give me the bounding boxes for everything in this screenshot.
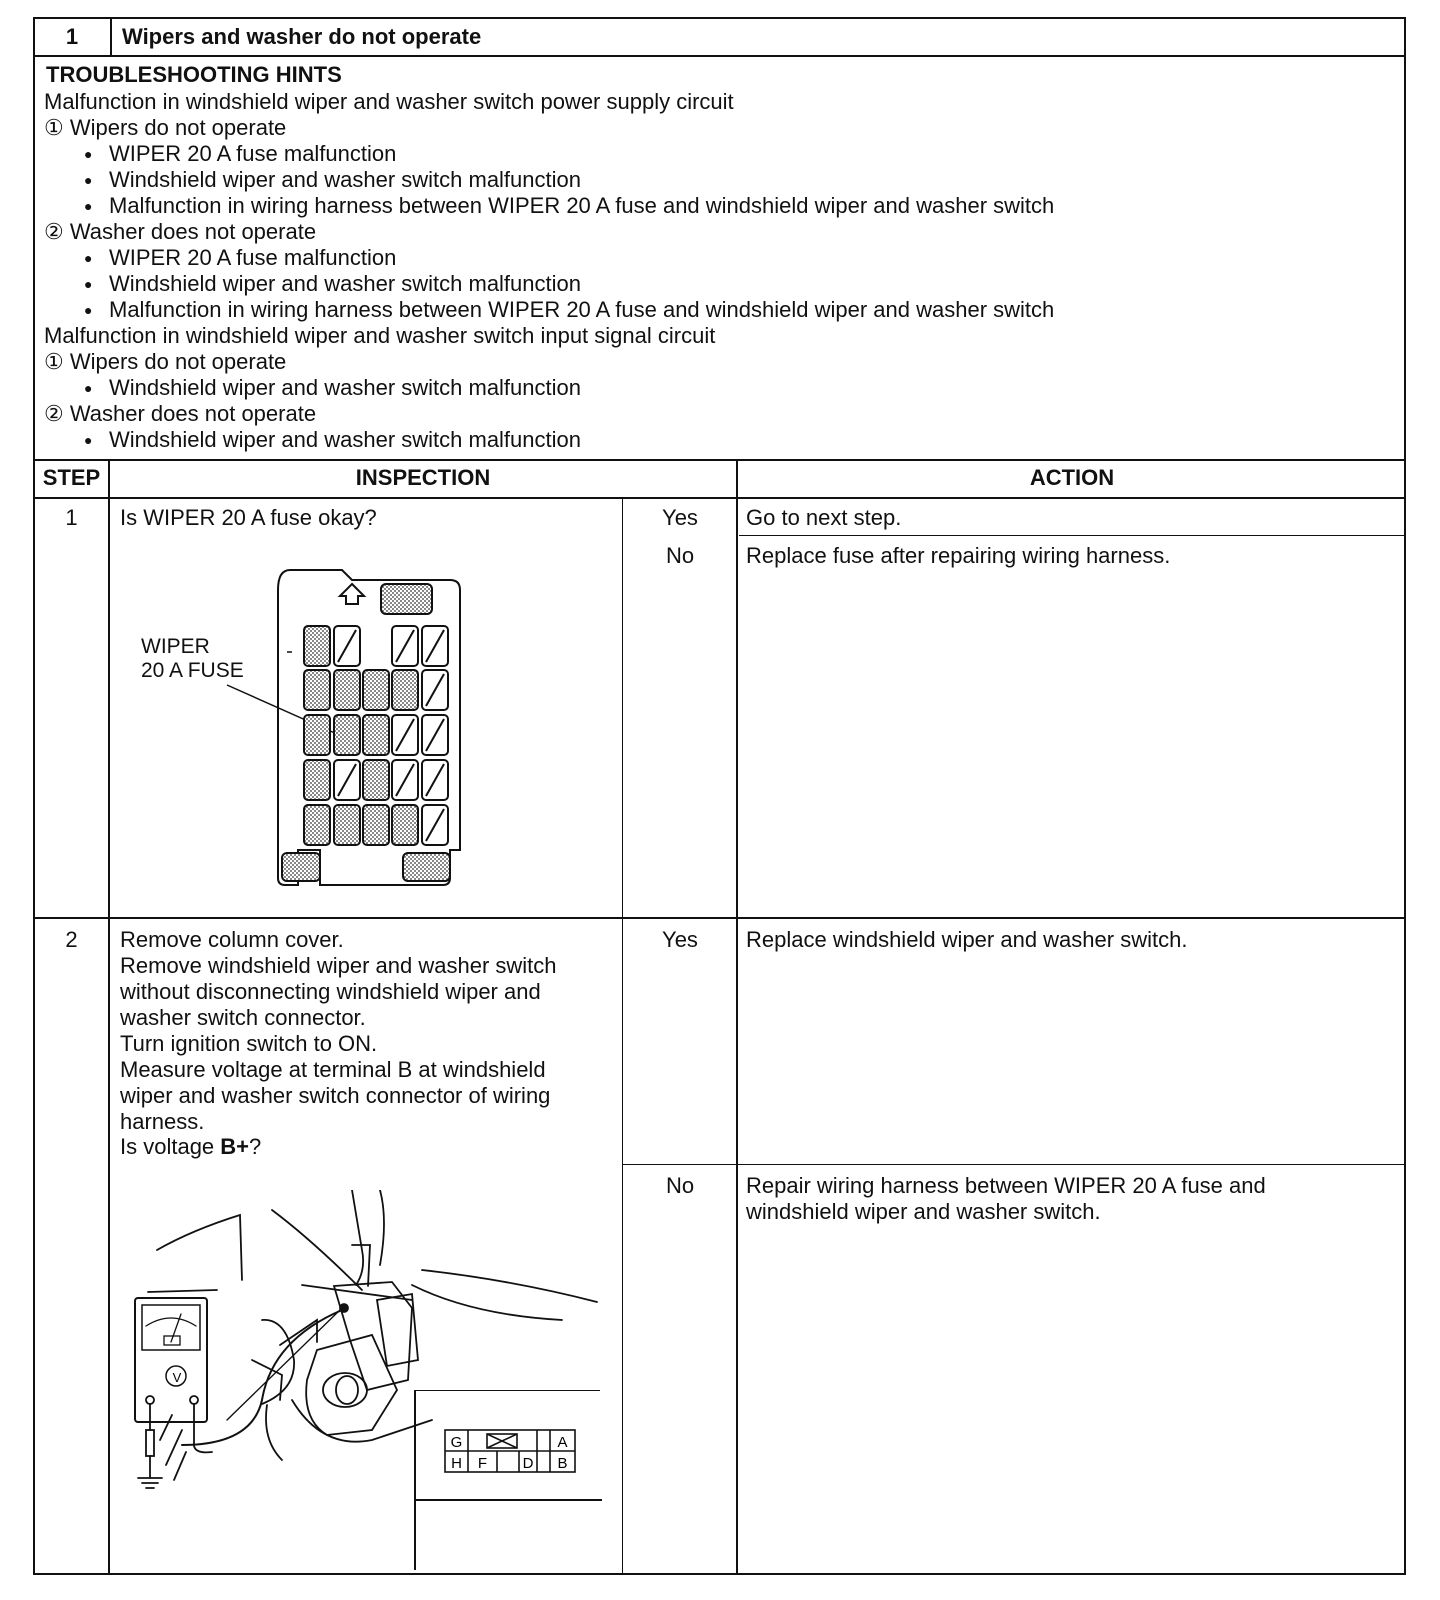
fuse-slot xyxy=(363,670,389,710)
section-number: 1 xyxy=(65,24,79,49)
step2-no-action-line2: windshield wiper and washer switch. xyxy=(746,1199,1101,1224)
fuse-label-line2: 20 A FUSE xyxy=(141,659,244,682)
step2-no-action-line1: Repair wiring harness between WIPER 20 A fuse and xyxy=(746,1173,1266,1198)
hint-bullet-item: ● Windshield wiper and washer switch malfunction xyxy=(44,375,1054,401)
voltmeter-symbol xyxy=(166,1366,188,1388)
hint-bullet-item: ● WIPER 20 A fuse malfunction xyxy=(44,141,1054,167)
step1-inspection-text: Is WIPER 20 A fuse okay? xyxy=(120,505,377,530)
fuse-slot xyxy=(304,760,330,800)
fuse-slot xyxy=(304,626,330,666)
hints-list xyxy=(44,89,1054,453)
step2-inspection-line: Remove column cover. xyxy=(120,927,344,952)
hints-divider xyxy=(33,459,1406,461)
fuse-slot xyxy=(392,805,418,845)
title-number-divider xyxy=(110,17,112,57)
step2-inspection-line: without disconnecting windshield wiper and xyxy=(120,979,541,1004)
fuse-box-diagram xyxy=(120,560,480,895)
pin-label-a: A xyxy=(557,1434,568,1451)
fuse-slot xyxy=(363,805,389,845)
pin-label-d: D xyxy=(522,1455,534,1472)
step-number: 2 xyxy=(65,927,78,952)
column-header-inspection: INSPECTION xyxy=(355,465,491,490)
column-header-step: STEP xyxy=(42,465,101,490)
step-number: 1 xyxy=(65,505,78,530)
hint-line: ② Washer does not operate xyxy=(44,401,317,426)
step2-yes-label: Yes xyxy=(662,927,698,952)
hint-line: Malfunction in windshield wiper and washer switch power supply circuit xyxy=(44,89,734,114)
step2-no-label: No xyxy=(665,1173,695,1198)
fuse-label-line1: WIPER xyxy=(141,635,210,658)
step1-yes-action: Go to next step. xyxy=(746,505,902,530)
fuse-slot xyxy=(334,670,360,710)
hint-bullet-item: ● Windshield wiper and washer switch malfunction xyxy=(44,167,1054,193)
fuse-slot xyxy=(304,805,330,845)
fuse-slot xyxy=(304,715,330,755)
hint-line: ① Wipers do not operate xyxy=(44,349,287,374)
step2-yes-no-divider xyxy=(623,1164,1406,1165)
fuse-slot xyxy=(392,670,418,710)
column-header-action: ACTION xyxy=(1029,465,1115,490)
step2-inspection-line: washer switch connector. xyxy=(120,1005,366,1030)
hint-bullet-item: ● Windshield wiper and washer switch malfunction xyxy=(44,427,1054,453)
fuse-slot xyxy=(334,715,360,755)
step2-inspection-line: Remove windshield wiper and washer switch xyxy=(120,953,557,978)
section-title: Wipers and washer do not operate xyxy=(122,24,482,49)
hints-heading: TROUBLESHOOTING HINTS xyxy=(46,62,342,87)
step2-question: Is voltage B+? xyxy=(120,1134,262,1159)
pin-label-f: F xyxy=(477,1455,488,1472)
step2-inspection-text xyxy=(120,927,557,1135)
fuse-slot xyxy=(363,760,389,800)
hint-bullet-item: ● WIPER 20 A fuse malfunction xyxy=(44,245,1054,271)
hint-line: Malfunction in windshield wiper and washer switch input signal circuit xyxy=(44,323,716,348)
step1-yes-no-divider xyxy=(739,535,1406,536)
step2-inspection-line: wiper and washer switch connector of wiring xyxy=(120,1083,551,1108)
hint-line: ② Washer does not operate xyxy=(44,219,317,244)
pin-label-g: G xyxy=(450,1434,463,1451)
inspection-action-divider xyxy=(736,459,738,1575)
step2-inspection-line: Turn ignition switch to ON. xyxy=(120,1031,378,1056)
fuse-slot xyxy=(304,670,330,710)
fuse-slot xyxy=(334,805,360,845)
step1-no-action: Replace fuse after repairing wiring harness. xyxy=(746,543,1171,568)
step-divider xyxy=(33,917,1406,919)
hint-line: ① Wipers do not operate xyxy=(44,115,287,140)
inspection-answer-divider xyxy=(622,497,623,1575)
step2-inspection-line: harness. xyxy=(120,1109,205,1134)
connector-diagram xyxy=(412,1390,602,1520)
step-column-divider xyxy=(108,459,110,1575)
column-header-divider xyxy=(33,497,1406,499)
pin-label-b: B xyxy=(557,1455,568,1472)
hint-bullet-item: ● Windshield wiper and washer switch malfunction xyxy=(44,271,1054,297)
fuse-slot xyxy=(363,715,389,755)
step1-yes-label: Yes xyxy=(662,505,698,530)
title-row-divider xyxy=(33,55,1406,57)
meter-symbol-letter: V xyxy=(172,1370,182,1385)
pin-label-h: H xyxy=(451,1455,462,1472)
step2-yes-action: Replace windshield wiper and washer switch. xyxy=(746,927,1188,952)
hint-bullet-item: ● Malfunction in wiring harness between WIPER 20 A fuse and windshield wiper and washer switch xyxy=(44,297,1054,323)
step2-inspection-line: Measure voltage at terminal B at windshield xyxy=(120,1057,546,1082)
step1-no-label: No xyxy=(665,543,695,568)
hint-bullet-item: ● Malfunction in wiring harness between WIPER 20 A fuse and windshield wiper and washer switch xyxy=(44,193,1054,219)
